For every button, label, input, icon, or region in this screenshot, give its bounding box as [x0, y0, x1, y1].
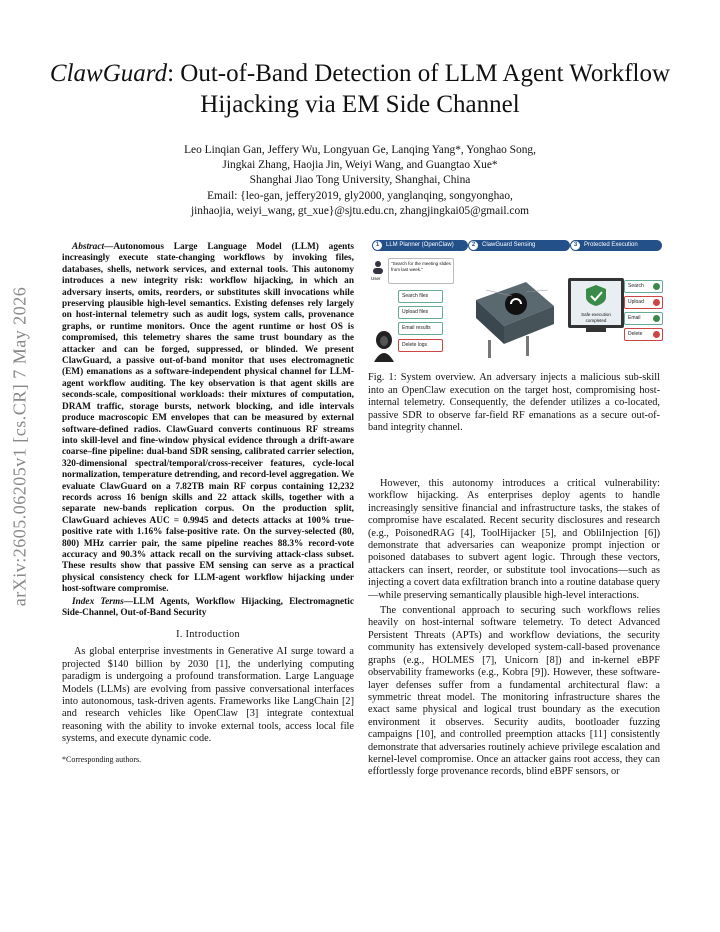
blocked-skill-upload: Upload: [624, 296, 663, 309]
paper-title: [40, 58, 680, 120]
safe-skill-search: Search: [624, 280, 663, 293]
figure-caption: Fig. 1: System overview. An adversary injects a malicious sub-skill into an OpenClaw execution on the target host, compromising host-internal telemetry. Consequently, the defender utilizes a co-located, passive SDR to observe far-field RF emanations as a secure out-of-band integrity channel.: [368, 372, 660, 434]
footnote: *Corresponding authors.: [62, 754, 142, 764]
right-paragraph-2: The conventional approach to securing such workflows relies heavily on host-internal software telemetry. To detect Advanced Persistent Threats (APTs) and workflow deviations, the security community has extensively developed system-call-based provenance graphs (e.g., HOLMES [7], Unicorn [8]) and in-kernel eBPF observability frameworks (e.g., Kobra [9]). However, these software-layer defenses suffer from a fundamental architectural flaw: a symmetric threat model. The monitoring infrastructure shares the exact same physical and logical trust boundary as the execution environment it observes. Security audits, bootloader fuzzing campaigns [10], and controlled preemption attacks [11] consistently demonstrate that adversaries routinely achieve privilege escalation and kernel-level compromise. Once an attacker gains root access, they can effortlessly forge provenance records, blind eBPF sensors, or: [368, 605, 660, 778]
user-label: User: [371, 276, 381, 281]
abstract: [62, 242, 354, 596]
banner-llm-planner: 1 LLM Planner (OpenClaw): [372, 240, 468, 251]
skill-email: Email results: [398, 322, 443, 335]
blocked-skill-delete: Delete: [624, 328, 663, 341]
intro-paragraph: As global enterprise investments in Generative AI surge toward a projected $140 billion by 2030 [1], the underlying computing paradigm is undergoing a profound transformation. Large Language Models (LLMs) are evolving from passive conversational interfaces into autonomous, task-driven agents. Frameworks like LangChain [2] and research vehicles like OpenClaw [3] integrate contextual reasoning with the ability to invoke external tools, access local file systems, and execute dynamic code.: [62, 646, 354, 745]
index-terms-text: —LLM Agents, Workflow Hijacking, Electromagnetic Side-Channel, Out-of-Band Security: [62, 596, 354, 618]
prompt-bubble: "Search for the meeting slides from last week.": [388, 258, 454, 284]
screen-text: Safe execution completed: [581, 312, 611, 323]
monitor-icon: [568, 278, 624, 328]
authors-line-2: Jingkai Zhang, Haojia Jin, Weiyi Wang, and Guangtao Xue*: [222, 159, 498, 172]
user-icon: [372, 260, 384, 274]
right-column: [368, 478, 660, 779]
safe-skill-email: Email: [624, 312, 663, 325]
abstract-text: —Autonomous Large Language Model (LLM) agents increasingly execute state-changing workflows by invoking files, databases, shells, network services, and external tools. This autonomy introduces a new integrity risk: workflow hijacking, in which an adversary inserts, omits, reorders, or substitutes skill invocations while preserving plausible high-level semantics. Existing defenses rely largely on host-internal telemetry such as audit logs, system calls, provenance graphs, or runtime monitors. Once the agent runtime or host OS is compromised, this telemetry shares the same trust boundary as the attacker and can be forged, suppressed, or blinded. We present ClawGuard, a passive out-of-band monitor that uses electromagnetic (EM) emanations as a software-independent physical channel for LLM-agent workflow auditing. The key observation is that agent skills are seconds-scale, compositional workloads: their mixtures of computation, DRAM traffic, storage bursts, network blocking, and idle intervals produce macroscopic EM envelopes that can be measured by external software-defined radios. ClawGuard converts continuous RF streams into skill-level and fine-window physical evidence through a drift-aware coarse–fine pipeline: dual-band SDR sensing, calibrated carrier selection, 320-dimensional spectral/temporal/cross-receiver features, cycle-local normalization, temperature detrending, and record-level aggregation. We evaluate ClawGuard on a 7.82TB main RF corpus containing 12,232 records across 16 benign skills and 22 attack skills, together with a separate new-bands replication corpus. On the production split, ClawGuard achieves AUC = 0.9945 and detects attacks at 100% true-positive rate with 1.16% false-positive rate. On the survey-selected (80, 800) MHz carrier pair, the same pipeline reaches 88.3% record-vote accuracy and 90.3% attack recall on the surviving attack-class subset. These results show that passive EM sensing can serve as a practical physical consistency check for LLM-agent workflow hijacking under host-software compromise.: [62, 242, 354, 595]
authors: [60, 143, 660, 219]
arxiv-identifier: arXiv:2605.06205v1 [cs.CR] 7 May 2026: [9, 286, 30, 607]
email-line-1: Email: {leo-gan, jeffery2019, gly2000, yanglanqing, songyonghao,: [207, 189, 513, 202]
monitor-stand: [586, 328, 606, 332]
adversary-icon: [372, 330, 396, 367]
title-italic: ClawGuard: [49, 60, 168, 87]
index-terms-label: Index Terms: [72, 596, 124, 607]
abstract-label: Abstract: [72, 242, 105, 252]
title-rest: : Out-of-Band Detection of LLM Agent Workflow Hijacking via EM Side Channel: [167, 60, 671, 118]
index-terms: [62, 597, 354, 620]
skill-search: Search files: [398, 290, 443, 303]
affiliation: Shanghai Jiao Tong University, Shanghai, China: [249, 174, 471, 187]
section-heading: I. Introduction: [176, 629, 240, 641]
email-line-2: jinhaojia, weiyi_wang, gt_xue}@sjtu.edu.cn, zhangjingkai05@gmail.com: [190, 204, 530, 217]
figure-caption-block: [368, 372, 660, 435]
authors-line-1: Leo Linqian Gan, Jeffery Wu, Longyuan Ge, Lanqing Yang*, Yonghao Song,: [184, 144, 536, 156]
banner-protected-execution: 3 Protected Execution: [570, 240, 662, 251]
banner-clawguard-sensing: 2 ClawGuard Sensing: [468, 240, 570, 251]
figure-system-overview: [368, 240, 660, 366]
right-paragraph-1: However, this autonomy introduces a critical vulnerability: workflow hijacking. As enterprises deploy agents to handle increasingly sensitive financial and infrastructure tasks, the stakes of compromise have escalated. Recent security disclosures and research (e.g., PoisonedRAG [4], ToolHijacker [5], and ObliInjection [6]) demonstrate that adversaries can weaponize prompt injection or poisoned databases to subvert agent logic. Through these vectors, attackers can insert, reorder, or substitute tool invocations—such as injecting a covert data exfiltration branch into a routine database query—while preserving semantically plausible high-level interactions.: [368, 478, 660, 601]
left-column: [62, 242, 354, 765]
sdr-device-icon: [466, 260, 558, 369]
skill-upload: Upload files: [398, 306, 443, 319]
skill-delete-malicious: Delete logs: [398, 339, 443, 352]
